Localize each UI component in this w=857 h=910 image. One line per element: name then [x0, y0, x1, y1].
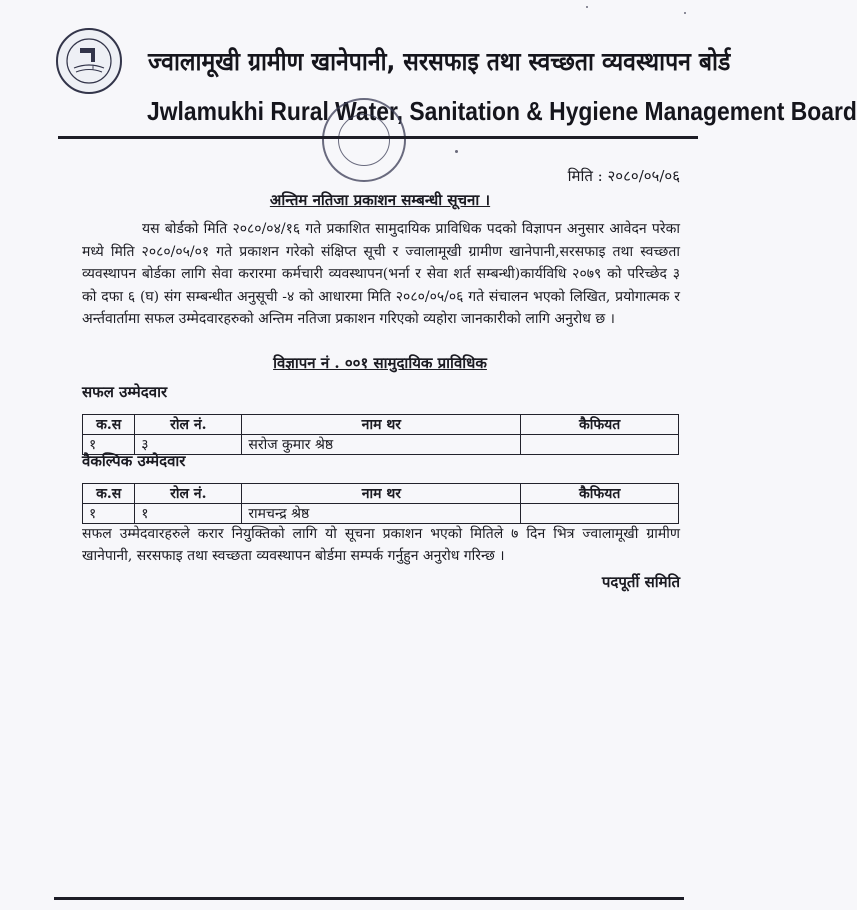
cell-serial: १	[83, 504, 135, 524]
cell-roll-no: ३	[135, 435, 242, 455]
signature-committee: पदपूर्ती समिति	[601, 573, 680, 591]
cell-roll-no: १	[135, 504, 242, 524]
cell-name: रामचन्द्र श्रेष्ठ	[242, 504, 521, 524]
successful-candidates-table	[82, 414, 679, 455]
alternate-candidates-table	[82, 483, 679, 524]
notice-body: यस बोर्डको मिति २०८०/०४/१६ गते प्रकाशित सामुदायिक प्राविधिक पदको विज्ञापन अनुसार आवेदन परेका मध्ये मिति २०८०/०५/०१ गते प्रकाशन गरेको संक्षिप्त सूची र ज्वालामूखी ग्रामीण खानेपानी,सरसफाइ तथा स्वच्छता व्यवस्थापन बोर्डका लागि सेवा करारमा कर्मचारी व्यवस्थापन(भर्ना र सेवा शर्त सम्बन्धी)कार्यविधि २०७९ को परिच्छेद ३ को दफा ६ (घ) संग सम्बन्धीत अनुसूची -४ को आधारमा मिति २०८०/०५/०६ गते संचालन भएको लिखित, प्रयोगात्मक र अर्न्तवार्तामा सफल उम्मेदवारहरुको अन्तिम नतिजा प्रकाशन गरिएको व्यहोरा जानकारीको लागि अनुरोध छ ।	[82, 221, 680, 327]
cell-serial: १	[83, 435, 135, 455]
col-roll-no: रोल नं.	[135, 415, 242, 435]
notice-date: मिति : २०८०/०५/०६	[567, 167, 680, 185]
table-header-row	[83, 484, 679, 504]
water-tap-emblem-icon	[58, 30, 120, 92]
header-divider	[58, 136, 698, 139]
notice-title: अन्तिम नतिजा प्रकाशन सम्बन्धी सूचना ।	[269, 191, 491, 209]
org-name-nepali: ज्वालामूखी ग्रामीण खानेपानी, सरसफाइ तथा स्वच्छता व्यवस्थापन बोर्ड	[148, 47, 731, 76]
alternate-label: वैकल्पिक उम्मेदवार	[82, 452, 186, 470]
cell-name: सरोज कुमार श्रेष्ठ	[242, 435, 521, 455]
advertisement-heading: विज्ञापन नं . ००१ सामुदायिक प्राविधिक	[273, 354, 487, 372]
closing-paragraph: सफल उम्मेदवारहरुले करार नियुक्तिको लागि यो सूचना प्रकाशन भएको मितिले ७ दिन भित्र ज्वालामूखी ग्रामीण खानेपानी, सरसफाइ तथा स्वच्छता व्यवस्थापन बोर्डमा सम्पर्क गर्नुहुन अनुरोध गरिन्छ ।	[82, 526, 680, 564]
col-roll-no: रोल नं.	[135, 484, 242, 504]
table-row	[83, 504, 679, 524]
official-seal-icon	[322, 98, 406, 182]
scan-speck	[684, 12, 686, 14]
successful-label: सफल उम्मेदवार	[82, 383, 168, 401]
col-remarks: कैफियत	[521, 415, 679, 435]
cell-remarks	[521, 435, 679, 455]
col-serial: क.स	[83, 484, 135, 504]
col-serial: क.स	[83, 415, 135, 435]
col-name: नाम थर	[242, 415, 521, 435]
col-name: नाम थर	[242, 484, 521, 504]
table-header-row	[83, 415, 679, 435]
scan-speck	[586, 6, 588, 8]
board-logo	[56, 28, 122, 94]
footer-divider	[54, 897, 684, 900]
col-remarks: कैफियत	[521, 484, 679, 504]
org-name-english: Jwlamukhi Rural Water, Sanitation & Hygiene Management Board	[147, 96, 857, 126]
cell-remarks	[521, 504, 679, 524]
scan-speck	[455, 150, 458, 153]
